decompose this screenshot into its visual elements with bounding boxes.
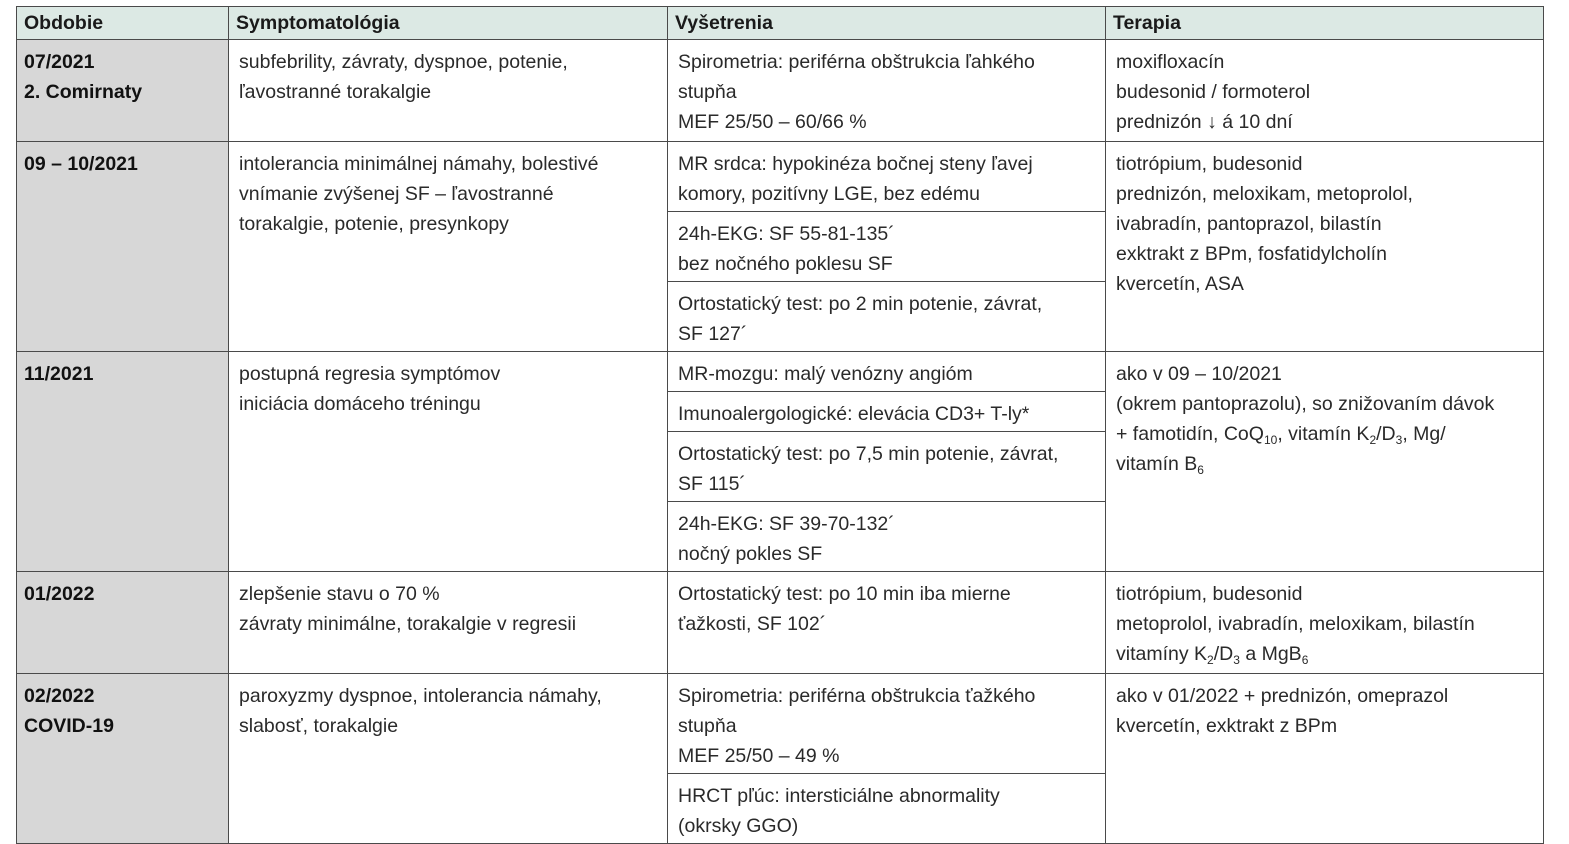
exam-line: ťažkosti, SF 102´ — [678, 613, 827, 635]
symptoms-line: iniciácia domáceho tréningu — [239, 393, 481, 415]
exam-line: HRCT pľúc: intersticiálne abnormality — [678, 785, 1000, 807]
table-row — [17, 352, 1544, 572]
exam-line: (okrsky GGO) — [678, 815, 799, 837]
therapy-line: moxifloxacín — [1116, 51, 1225, 73]
subscript: 10 — [1263, 433, 1278, 447]
symptoms-line: postupná regresia symptómov — [239, 363, 501, 385]
exam-line: MR srdca: hypokinéza bočnej steny ľavej — [678, 153, 1033, 175]
therapy-line: ako v 09 – 10/2021 — [1116, 363, 1282, 385]
symptoms-cell — [229, 674, 668, 844]
therapy-cell — [1106, 142, 1544, 352]
therapy-line: ako v 01/2022 + prednizón, omeprazol — [1116, 685, 1449, 707]
symptoms-line: slabosť, torakalgie — [239, 715, 399, 737]
therapy-cell — [1106, 40, 1544, 142]
exam-line: SF 127´ — [678, 323, 748, 345]
therapy-text: vitamín B — [1116, 453, 1198, 475]
subscript: 2 — [1369, 433, 1377, 447]
exam-line: stupňa — [678, 715, 737, 737]
header-therapy: Terapia — [1106, 7, 1544, 40]
period-cell — [17, 674, 229, 844]
symptoms-line: zlepšenie stavu o 70 % — [239, 583, 440, 605]
symptoms-line: intolerancia minimálnej námahy, bolestivé — [239, 153, 599, 175]
table-row — [17, 142, 1544, 352]
therapy-cell — [1106, 674, 1544, 844]
therapy-text: , Mg/ — [1402, 423, 1446, 445]
exam-entry — [668, 572, 1105, 641]
exam-line: Spirometria: periférna obštrukcia ťažkého — [678, 685, 1036, 707]
symptoms-line: závraty minimálne, torakalgie v regresii — [239, 613, 577, 635]
period-line: 11/2021 — [24, 363, 94, 385]
period-cell — [17, 352, 229, 572]
exam-entry — [668, 674, 1105, 774]
exam-line: MEF 25/50 – 49 % — [678, 745, 840, 767]
therapy-line: tiotrópium, budesonid — [1116, 583, 1303, 605]
exam-entry — [668, 212, 1105, 282]
symptoms-line: subfebrility, závraty, dyspnoe, potenie, — [239, 51, 568, 73]
exam-line: 24h-EKG: SF 39-70-132´ — [678, 513, 895, 535]
period-line: 02/2022 — [24, 685, 95, 707]
therapy-text: + famotidín, CoQ — [1116, 423, 1264, 445]
therapy-text: vitamíny K — [1116, 643, 1208, 665]
exam-line: Ortostatický test: po 7,5 min potenie, závrat, — [678, 443, 1059, 465]
exams-cell — [668, 352, 1106, 572]
symptoms-cell — [229, 40, 668, 142]
therapy-line: prednizón, meloxikam, metoprolol, — [1116, 183, 1413, 205]
exam-entry — [668, 392, 1105, 432]
subscript: 3 — [1395, 433, 1403, 447]
exams-cell — [668, 572, 1106, 674]
exam-line: Ortostatický test: po 10 min iba mierne — [678, 583, 1011, 605]
period-line: 2. Comirnaty — [24, 81, 143, 103]
therapy-text: /D — [1213, 643, 1234, 665]
subscript: 2 — [1207, 653, 1214, 667]
period-line: 09 – 10/2021 — [24, 153, 138, 175]
therapy-line: exktrakt z BPm, fosfatidylcholín — [1116, 243, 1387, 265]
symptoms-line: ľavostranné torakalgie — [239, 81, 432, 103]
therapy-text: , vitamín K — [1277, 423, 1370, 445]
header-period: Obdobie — [17, 7, 229, 40]
exam-line: 24h-EKG: SF 55-81-135´ — [678, 223, 895, 245]
therapy-line — [1116, 449, 1536, 479]
exams-cell — [668, 142, 1106, 352]
therapy-line — [1116, 419, 1536, 449]
therapy-line: tiotrópium, budesonid — [1116, 153, 1303, 175]
period-line: COVID-19 — [24, 715, 114, 737]
exams-cell — [668, 40, 1106, 142]
therapy-line: kvercetín, ASA — [1116, 273, 1244, 295]
exam-entry — [668, 352, 1105, 392]
table-row — [17, 572, 1544, 674]
symptoms-line: vnímanie zvýšenej SF – ľavostranné — [239, 183, 554, 205]
symptoms-cell — [229, 142, 668, 352]
exam-line: nočný pokles SF — [678, 543, 823, 565]
therapy-line: budesonid / formoterol — [1116, 81, 1311, 103]
therapy-cell — [1106, 352, 1544, 572]
exam-line: SF 115´ — [678, 473, 746, 495]
exam-entry — [668, 432, 1105, 502]
therapy-cell — [1106, 572, 1544, 674]
therapy-line: prednizón ↓ á 10 dní — [1116, 111, 1293, 133]
subscript: 6 — [1301, 653, 1309, 667]
exam-entry — [668, 774, 1105, 843]
exams-cell — [668, 674, 1106, 844]
exam-line: stupňa — [678, 81, 737, 103]
exam-entry — [668, 502, 1105, 571]
exam-line: komory, pozitívny LGE, bez edému — [678, 183, 981, 205]
period-line: 01/2022 — [24, 583, 95, 605]
period-cell — [17, 40, 229, 142]
therapy-line — [1116, 639, 1536, 669]
clinical-timeline-table — [16, 6, 1544, 844]
exam-line: bez nočného poklesu SF — [678, 253, 893, 275]
subscript: 6 — [1197, 463, 1204, 477]
table-row — [17, 40, 1544, 142]
period-cell — [17, 142, 229, 352]
therapy-text: /D — [1376, 423, 1396, 445]
symptoms-cell — [229, 352, 668, 572]
table-header-row — [17, 7, 1544, 40]
header-exams: Vyšetrenia — [668, 7, 1106, 40]
symptoms-line: torakalgie, potenie, presynkopy — [239, 213, 509, 235]
therapy-text: a MgB — [1239, 643, 1302, 665]
exam-entry — [668, 142, 1105, 212]
exam-entry — [668, 40, 1105, 139]
exam-line: Imunoalergologické: elevácia CD3+ T-ly* — [678, 403, 1030, 425]
exam-entry — [668, 282, 1105, 351]
symptoms-cell — [229, 572, 668, 674]
therapy-line: kvercetín, exktrakt z BPm — [1116, 715, 1338, 737]
period-cell — [17, 572, 229, 674]
header-symptoms: Symptomatológia — [229, 7, 668, 40]
symptoms-line: paroxyzmy dyspnoe, intolerancia námahy, — [239, 685, 602, 707]
therapy-line: (okrem pantoprazolu), so znižovaním dávok — [1116, 393, 1495, 415]
exam-line: Spirometria: periférna obštrukcia ľahkého — [678, 51, 1035, 73]
table-row — [17, 674, 1544, 844]
exam-line: Ortostatický test: po 2 min potenie, závrat, — [678, 293, 1043, 315]
therapy-line: metoprolol, ivabradín, meloxikam, bilastín — [1116, 613, 1475, 635]
subscript: 3 — [1233, 653, 1240, 667]
exam-line: MEF 25/50 – 60/66 % — [678, 111, 867, 133]
period-line: 07/2021 — [24, 51, 95, 73]
table-wrapper — [16, 6, 1544, 844]
therapy-line: ivabradín, pantoprazol, bilastín — [1116, 213, 1382, 235]
exam-line: MR-mozgu: malý venózny angióm — [678, 363, 973, 385]
